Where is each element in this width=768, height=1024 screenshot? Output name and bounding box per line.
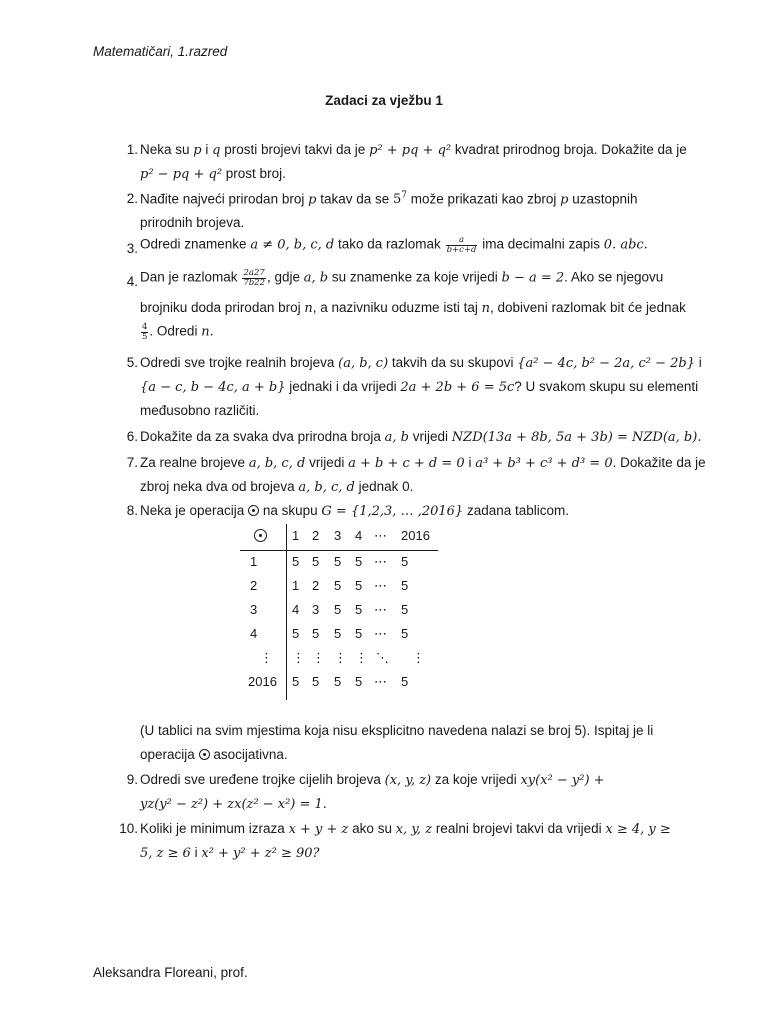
problem-number: 2. [126, 191, 138, 206]
problem-2-line-2: prirodnih brojeva. [140, 215, 245, 230]
table-header-rule [240, 550, 438, 551]
table-cell: ⋮ [412, 650, 425, 665]
table-cell: ⋮ [292, 650, 305, 665]
table-cell: 5 [401, 578, 409, 593]
fraction: $\frac{a}{b+c+d}$ [446, 235, 477, 255]
table-col-header: 2 [312, 528, 320, 543]
problem-3-line-1: Odredi znamenke a ≠ 0, b, c, d tako da razlomak $\frac{a}{b+c+d}$ ima decimalni zapis 0. abc. [140, 235, 648, 255]
odot-icon [254, 529, 267, 542]
table-cell: 5 [312, 626, 320, 641]
table-cell: 5 [355, 554, 363, 569]
problem-8-note-line-2: operacija asocijativna. [140, 747, 288, 762]
table-cell: 5 [292, 626, 300, 641]
table-col-header: 2016 [401, 528, 430, 543]
problem-6-line-1: Dokažite da za svaka dva prirodna broja a, b vrijedi NZD(13a + 8b, 5a + 3b) = NZD(a, b). [140, 429, 702, 445]
table-cell: 2 [312, 578, 320, 593]
problem-8-note-line-1: (U tablici na svim mjestima koja nisu eksplicitno navedena nalazi se broj 5). Ispitaj je li [140, 723, 654, 738]
problem-number: 5. [126, 355, 138, 370]
table-row-header: 3 [250, 602, 258, 617]
table-cell: 1 [292, 578, 300, 593]
problem-10-line-2: 5, z ≥ 6 i x² + y² + z² ≥ 90? [140, 845, 320, 861]
table-cell: ⋮ [312, 650, 325, 665]
table-cell: 5 [292, 554, 300, 569]
problem-number: 9. [126, 772, 138, 787]
table-cell: 5 [355, 674, 363, 689]
table-cell: ⋯ [374, 626, 387, 641]
page-title: Zadaci za vježbu 1 [325, 93, 443, 108]
table-cell: ⋱ [376, 650, 389, 665]
problem-1-line-2: p² − pq + q² prost broj. [140, 166, 286, 182]
table-cell: 5 [312, 554, 320, 569]
table-cell: 5 [334, 602, 342, 617]
problem-5-line-3: međusobno različiti. [140, 403, 260, 418]
odot-icon [199, 749, 210, 760]
fraction: $\frac{4}{5}$ [142, 322, 148, 342]
table-row-header: ⋮ [260, 650, 273, 665]
table-cell: ⋮ [334, 650, 347, 665]
problem-number: 10. [119, 821, 138, 836]
problem-8-line-1: Neka je operacija na skupu G = {1,2,3, … ,2016} zadana tablicom. [140, 503, 570, 519]
table-cell: 5 [334, 626, 342, 641]
table-cell: 5 [355, 626, 363, 641]
table-cell: 5 [334, 554, 342, 569]
problem-4-line-2: brojniku doda prirodan broj n, a nazivniku oduzme isti taj n, dobiveni razlomak bit će jednak [140, 300, 686, 316]
problem-number: 1. [126, 142, 138, 157]
table-row-header: 2016 [248, 674, 277, 689]
problem-1-line-1: Neka su p i q prosti brojevi takvi da je p² + pq + q² kvadrat prirodnog broja. Dokažite da je [140, 142, 687, 158]
problem-4-line-1: Dan je razlomak $\frac{2a27}{7b22}$ , gdje a, b su znamenke za koje vrijedi b − a = 2. Ako se njegovu [140, 268, 664, 288]
problem-number: 6. [126, 429, 138, 444]
table-cell: 5 [355, 578, 363, 593]
page-header: Matematičari, 1.razred [93, 44, 228, 59]
operation-table [240, 524, 440, 700]
table-cell: 5 [292, 674, 300, 689]
table-cell: 4 [292, 602, 300, 617]
problem-9-line-2: yz(y² − z²) + zx(z² − x²) = 1. [140, 797, 327, 812]
table-cell: 5 [334, 674, 342, 689]
table-cell: ⋯ [374, 674, 387, 689]
table-col-header: ⋯ [374, 528, 387, 543]
table-cell: 5 [355, 602, 363, 617]
odot-icon [248, 505, 259, 516]
table-cell: 5 [401, 554, 409, 569]
table-col-header: 4 [355, 528, 363, 543]
table-row-header-rule [286, 524, 287, 700]
table-cell: 5 [312, 674, 320, 689]
table-col-header: 1 [292, 528, 300, 543]
problem-7-line-1: Za realne brojeve a, b, c, d vrijedi a + b + c + d = 0 i a³ + b³ + c³ + d³ = 0. Dokažite da je [140, 455, 706, 471]
problem-2-line-1: Nađite najveći prirodan broj p takav da se $5^7$ može prikazati kao zbroj p uzastopnih [140, 191, 638, 208]
table-cell: 5 [401, 674, 409, 689]
problem-number: 8. [126, 503, 138, 518]
problem-number: 7. [126, 455, 138, 470]
problem-number: 4. [126, 274, 138, 289]
problem-7-line-2: zbroj neka dva od brojeva a, b, c, d jednak 0. [140, 479, 414, 495]
page-footer: Aleksandra Floreani, prof. [93, 965, 248, 980]
problem-10-line-1: Koliki je minimum izraza x + y + z ako su x, y, z realni brojevi takvi da vrijedi x ≥ 4, y ≥ [140, 821, 671, 837]
table-row-header: 1 [250, 554, 258, 569]
table-row-header: 4 [250, 626, 258, 641]
table-cell: 5 [334, 578, 342, 593]
table-cell: ⋯ [374, 554, 387, 569]
fraction: $\frac{2a27}{7b22}$ [243, 268, 265, 288]
table-cell: 5 [401, 602, 409, 617]
problem-5-line-1: Odredi sve trojke realnih brojeva (a, b, c) takvih da su skupovi {a² − 4c, b² − 2a, c² − 2b} i [140, 355, 702, 371]
table-cell: ⋮ [355, 650, 368, 665]
table-row-header: 2 [250, 578, 258, 593]
problem-number: 3. [126, 241, 138, 256]
table-cell: 3 [312, 602, 320, 617]
table-col-header: 3 [334, 528, 342, 543]
problem-4-line-3: $\frac{4}{5}$ . Odredi n. [142, 322, 214, 342]
problem-9-line-1: Odredi sve uređene trojke cijelih brojeva (x, y, z) za koje vrijedi xy(x² − y²) + [140, 772, 605, 788]
table-cell: 5 [401, 626, 409, 641]
table-cell: ⋯ [374, 578, 387, 593]
table-cell: ⋯ [374, 602, 387, 617]
problem-5-line-2: {a − c, b − 4c, a + b} jednaki i da vrijedi 2a + 2b + 6 = 5c? U svakom skupu su elementi [140, 379, 699, 395]
